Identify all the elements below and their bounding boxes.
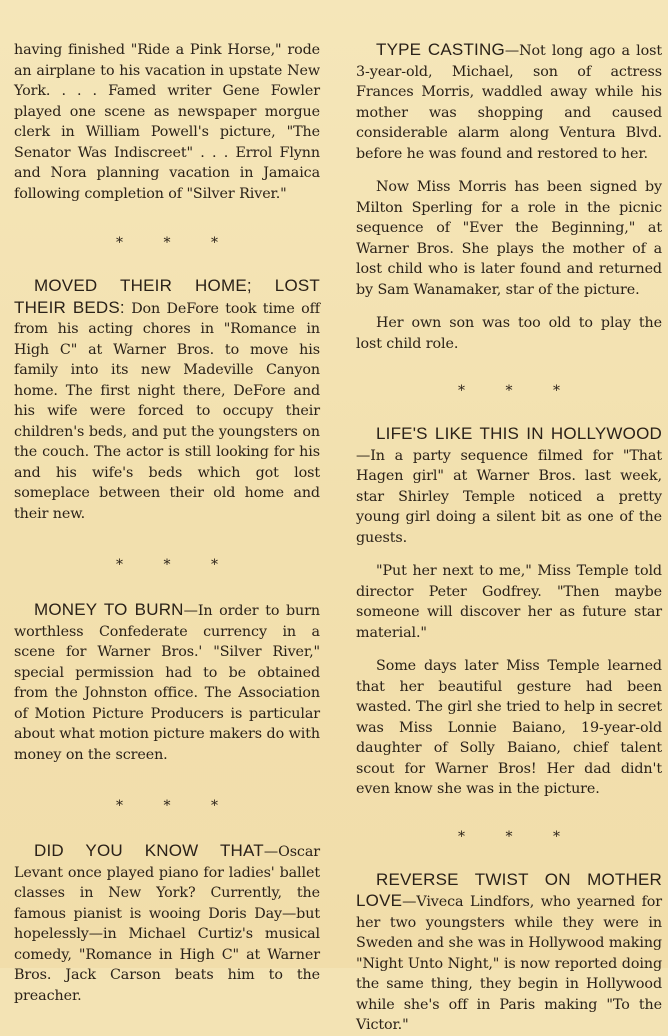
story-body: —Not long ago a lost 3-year-old, Michael, son of actress Frances Morris, waddled away while his mother was shopping and caused considerable alarm along Ventura Blvd. before he was found and restored to her. [356, 43, 662, 162]
story-body: —Oscar Levant once played piano for ladies' ballet classes in New York? Currently, the famous pianist is wooing Doris Day—but hopelessly—in Michael Curtiz's musical comedy, "Romance in High C" at Warner Bros. Jack Carson beats him to the preacher. [14, 844, 320, 1004]
story-heading: TYPE CASTING [376, 40, 505, 59]
story-moved-their-home [14, 276, 320, 524]
section-separator: * * * [116, 557, 218, 573]
story-paragraph: Her own son was too old to play the lost child role. [356, 315, 662, 352]
story-paragraph: "Put her next to me," Miss Temple told director Peter Godfrey. "Then maybe someone will discover her as future star material." [356, 563, 662, 641]
story-body: —Viveca Lindfors, who yearned for her two youngsters while they were in Sweden and she was in Hollywood making "Night Unto Night," is now reported doing the same thing, they begin in Hollywood while she's off in Paris making "To the Victor." [356, 894, 662, 1033]
section-separator: * * * [116, 235, 218, 251]
story-body: —In order to burn worthless Confederate currency in a scene for Warner Bros.' "Silver River," special permission had to be obtained from the Johnston office. The Association of Motion Picture Producers is particular about what motion picture makers do with money on the screen. [14, 603, 320, 763]
story-type-casting [356, 40, 662, 164]
section-separator: * * * [458, 383, 560, 399]
story-paragraph: Now Miss Morris has been signed by Milton Sperling for a role in the picnic sequence of "Ever the Beginning," at Warner Bros. She plays the mother of a lost child who is later found and returned by Sam Wanamaker, star of the picture. [356, 179, 662, 298]
right-column [356, 40, 662, 1036]
story-heading: DID YOU KNOW THAT [34, 841, 264, 860]
story-heading: REVERSE TWIST ON MOTHER LOVE [356, 869, 662, 910]
story-body: Don DeFore took time off from his acting chores in "Romance in High C" at Warner Bros. to move his family into its new Madeville Canyon home. The first night there, DeFore and his wife were forced to occupy their children's beds, and put the youngsters on the couch. The actor is still looking for his and his wife's beds which got lost someplace between their old home and their new. [14, 300, 320, 522]
story-body: —In a party sequence filmed for "That Hagen girl" at Warner Bros. last week, star Shirley Temple noticed a pretty young girl doing a silent bit as one of the guests. [356, 447, 662, 546]
story-reverse-twist [356, 870, 662, 1036]
story-heading: LIFE'S LIKE THIS IN HOLLYWOOD [376, 424, 662, 443]
story-did-you-know [14, 841, 320, 1006]
section-separator: * * * [116, 798, 218, 814]
story-money-to-burn [14, 600, 320, 765]
story-paragraph: Some days later Miss Temple learned that her beautiful gesture had been wasted. The girl she tried to help in secret was Miss Lonnie Baiano, 19-year-old daughter of Solly Baiano, chief talent scout for Warner Bros! Her dad didn't even know she was in the picture. [356, 658, 662, 797]
story-heading: MOVED THEIR HOME; LOST THEIR BEDS: [14, 276, 320, 317]
section-separator: * * * [458, 828, 560, 845]
gossip-item-continued: having finished "Ride a Pink Horse," rode an airplane to his vacation in upstate New York. . . . Famed writer Gene Fowler played one scene as newspaper morgue clerk in William Powell's picture, "The Senator Was Indiscreet" . . . Errol Flynn and Nora planning vacation in Jamaica following completion of "Silver River." [14, 42, 320, 202]
story-lifes-like-this [356, 424, 662, 548]
left-column [14, 40, 320, 1006]
story-heading: MONEY TO BURN [34, 600, 184, 619]
